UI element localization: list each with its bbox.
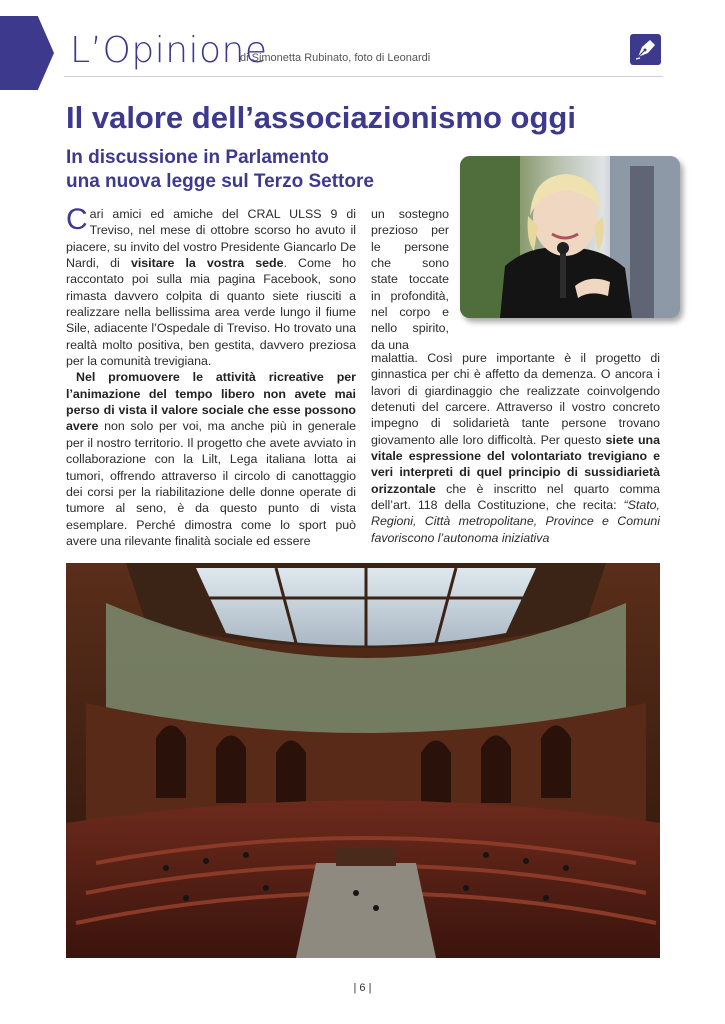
byline: di Simonetta Rubinato, foto di Leonardi	[240, 52, 431, 64]
article-subhead	[66, 146, 446, 194]
parliament-chamber-photo	[66, 563, 660, 958]
highlight-visit: visitare la vostra sede	[130, 256, 284, 271]
article-column-right	[371, 350, 660, 546]
highlight-volunteering: siete una vitale espressione del volontariato trevigiano e veri interpreti di quel principio di sussidiarietà orizzontale	[371, 432, 660, 496]
drop-cap: C	[66, 203, 88, 236]
paragraph-3: malattia. Così pure importante è il progetto di ginnastica per chi è affetto da demenza. O ancora i lavori di giardinaggio che realizzate coinvolgendo detenuti del carcere. Attraverso il vostro concreto impegno di solidarietà tante persone trovano giovamento alle loro difficoltà. Per questo siete una vitale espressione del volontariato trevigiano e veri interpreti di quel principio di sussidiarietà orizzontale che è inscritto nel quarto comma dell’art. 118 della Costituzione, che recita: “Stato, Regioni, Città metropolitane, Province e Comuni favoriscono l’autonoma iniziativa	[371, 351, 660, 545]
constitution-quote: “Stato, Regioni, Città metropolitane, Province e Comuni favoriscono l’autonoma iniziativa	[371, 498, 660, 545]
header-divider	[64, 76, 663, 77]
paragraph-2: Nel promuovere le attività ricreative per l’animazione del tempo libero non avete mai perso di vista il valore sociale che esse possono avere non solo per voi, ma anche più in generale per il nostro territorio. Il progetto che avete avviato in collaborazione con la Lilt, Lega italiana lotta ai tumori, offrendo attraverso il circolo di canottaggio dei corsi per la riabilitazione delle donne operate di tumore al seno, è da questo punto di vista esemplare. Perché dimostra come lo sport può avere una rilevante finalità sociale ed essere	[66, 370, 356, 548]
article-headline: Il valore dell’associazionismo oggi	[66, 100, 576, 135]
pen-nib-icon	[630, 34, 661, 65]
article-column-right-narrow: un sostegno prezioso per le persone che sono state toccate in profondità, nel corpo e nello spirito, da una	[371, 207, 449, 352]
article-column-left	[66, 203, 356, 549]
subhead-line-2: una nuova legge sul Terzo Settore	[66, 171, 374, 192]
paragraph-1: Cari amici ed amiche del CRAL ULSS 9 di Treviso, nel mese di ottobre scorso ho avuto il piacere, su invito del vostro Presidente Giancarlo De Nardi, di visitare la vostra sede. Come ho raccontato poi sulla mia pagina Facebook, sono rimasta davvero colpita di quanto siete riusciti a realizzare nella bellissima area verde lungo il fiume Sile, adiacente l’Ospedale di Treviso. Ho trovato una realtà molto positiva, ben gestita, davvero preziosa per la comunità trevigiana.	[66, 203, 356, 369]
section-title: L’Opinione	[70, 30, 268, 71]
page-number: | 6 |	[353, 982, 372, 994]
author-portrait-photo	[460, 156, 680, 318]
highlight-social-value: Nel promuovere le attività ricreative per l’animazione del tempo libero non avete mai perso di vista il valore sociale che esse possono avere	[66, 370, 356, 434]
subhead-line-1: In discussione in Parlamento	[66, 147, 329, 168]
section-tab-marker	[0, 16, 54, 90]
